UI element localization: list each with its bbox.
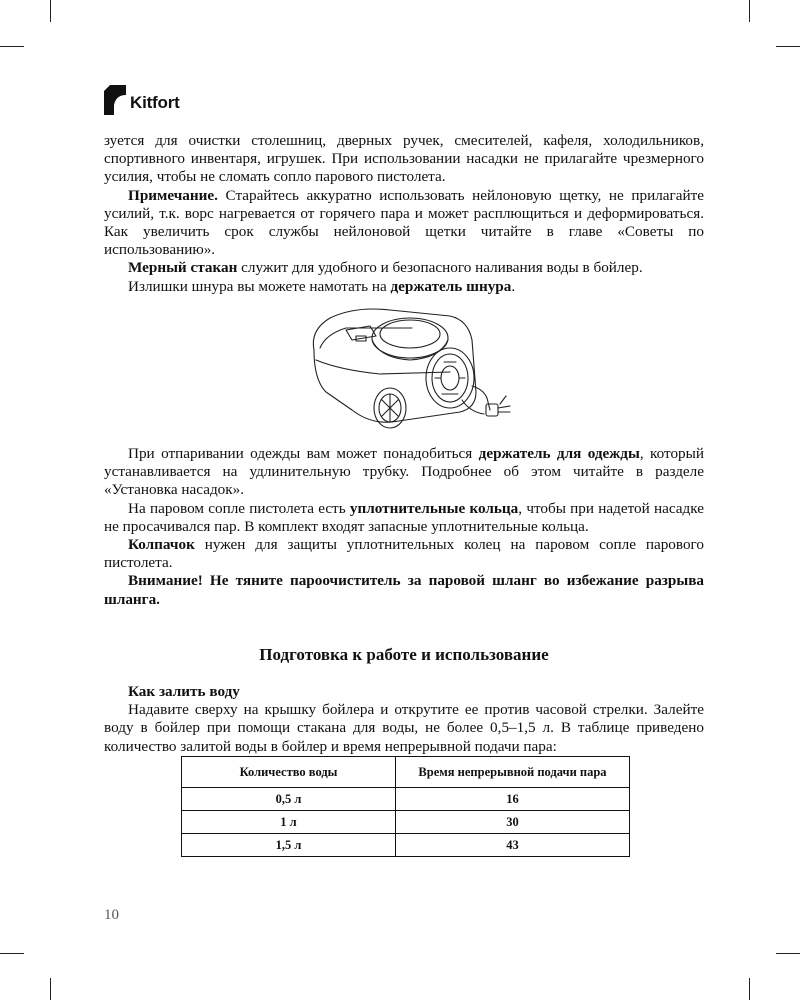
paragraph-text: При отпаривании одежды вам может понадобиться: [128, 445, 479, 462]
paragraph: [104, 259, 704, 277]
paragraph-text: На паровом сопле пистолета есть: [128, 499, 350, 517]
text-block-3: [104, 683, 704, 756]
paragraph: [104, 187, 704, 260]
section-heading: Подготовка к работе и использование: [259, 645, 549, 664]
note-label: Примечание.: [128, 186, 218, 204]
crop-mark: [0, 46, 24, 47]
paragraph-text: служит для удобного и безопасного наливания воды в бойлер.: [237, 259, 643, 277]
brand-name: Kitfort: [130, 93, 180, 112]
text-block-2: [104, 445, 704, 609]
table-cell: 43: [396, 834, 630, 857]
paragraph-text: , чтобы при надетой насадке не просачивался пар. В комплект входят запасные уплотнительные кольца.: [104, 499, 704, 535]
paragraph: зуется для очистки столешниц, дверных ручек, смесителей, кафеля, холодильников, спортивного инвентаря, игрушек. При использовании насадки не прилагайте чрезмерного усилия, чтобы не сломать сопло парового пистолета.: [104, 132, 704, 186]
paragraph: [104, 278, 704, 296]
brand-logo: [104, 80, 180, 120]
paragraph: [104, 445, 704, 500]
paragraph-text: .: [511, 277, 516, 295]
paragraph: Надавите сверху на крышку бойлера и открутите ее против часовой стрелки. Залейте воду в бойлер при помощи стакана для воды, не более 0,5–1,5 л. В таблице приведено количество залитой воды в бойлер и время непрерывной подачи пара:: [104, 701, 704, 755]
column-header: Время непрерывной подачи пара: [396, 757, 630, 788]
column-header: Количество воды: [182, 757, 396, 788]
table-header-row: [182, 757, 630, 788]
crop-mark: [776, 953, 800, 954]
table-cell: 0,5 л: [182, 788, 396, 811]
steam-cleaner-illustration: [300, 300, 520, 440]
paragraph: [104, 536, 704, 572]
text-block-1: [104, 132, 704, 296]
paragraph: [104, 500, 704, 536]
crop-mark: [50, 0, 51, 22]
crop-mark: [776, 46, 800, 47]
kitfort-logo-icon: [104, 85, 126, 115]
crop-mark: [749, 978, 750, 1000]
table-row: [182, 834, 630, 857]
crop-mark: [749, 0, 750, 22]
paragraph-text: нужен для защиты уплотнительных колец на паровом сопле парового пистолета.: [104, 536, 704, 572]
table-cell: 16: [396, 788, 630, 811]
table-cell: 1,5 л: [182, 834, 396, 857]
warning-paragraph: Внимание! Не тяните пароочиститель за паровой шланг во избежание разрыва шланга.: [104, 572, 704, 608]
term: держатель шнура: [390, 277, 512, 295]
paragraph-text: Старайтесь аккуратно использовать нейлоновую щетку, не прилагайте усилий, т.к. ворс нагревается от горячего пара и может расплющиться и деформироваться. Как увеличить срок службы нейлоновой щетки читайте в главе «Советы по использованию».: [104, 186, 704, 259]
term: Мерный стакан: [128, 259, 238, 277]
term: держатель для одежды: [478, 445, 640, 462]
table-row: [182, 811, 630, 834]
subheading: Как залить воду: [128, 683, 240, 700]
table-cell: 30: [396, 811, 630, 834]
table-cell: 1 л: [182, 811, 396, 834]
crop-mark: [50, 978, 51, 1000]
term: уплотнительные кольца: [349, 499, 519, 517]
table-row: [182, 788, 630, 811]
water-steam-table: [181, 756, 630, 857]
crop-mark: [0, 953, 24, 954]
term: Колпачок: [128, 536, 195, 554]
page-number: 10: [104, 907, 119, 923]
paragraph-text: Излишки шнура вы можете намотать на: [128, 277, 391, 295]
paragraph-text: , который устанавливается на удлинительную трубку. Подробнее об этом читайте в разделе «Установка насадок».: [104, 445, 704, 499]
